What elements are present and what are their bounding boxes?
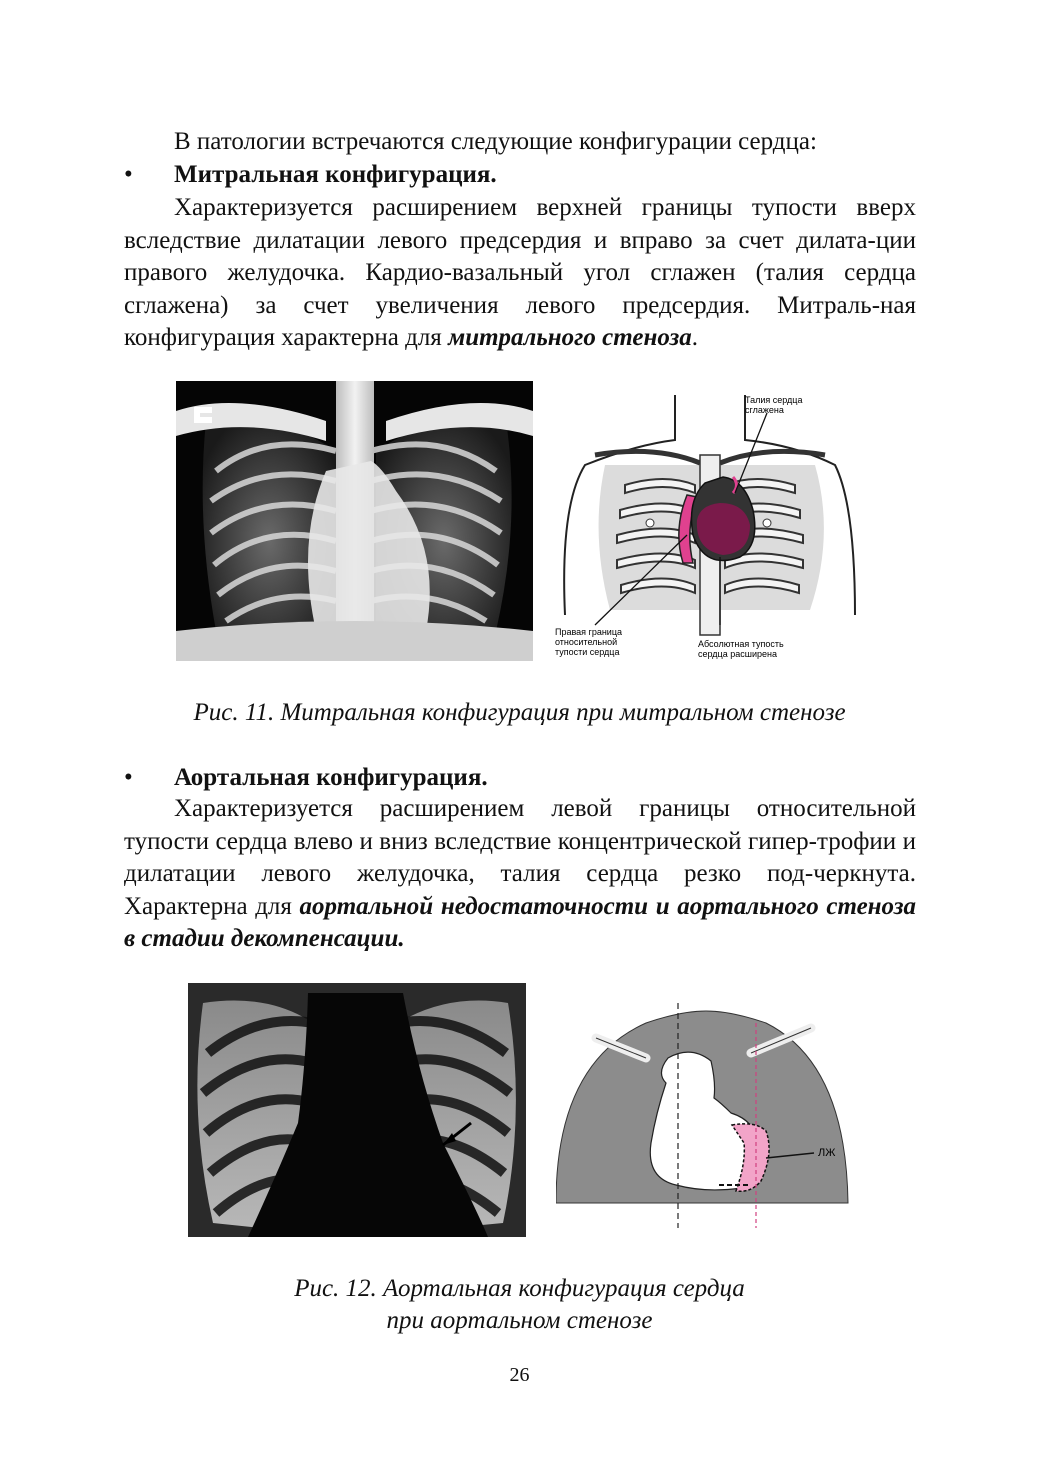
figure-11-caption: Рис. 11. Митральная конфигурация при митральном стенозе: [193, 699, 846, 726]
bullet-marker: •: [124, 161, 133, 188]
aortic-paragraph: [124, 793, 916, 956]
aortic-paragraph-lead: Характеризуется расширением левой границы относительной тупости сердца влево и вниз вследствие концентрической гипер-трофии и дилатации левого желудочка, талия сердца резко под-черкнута. Характерна для: [124, 795, 916, 920]
intro-text: В патологии встречаются следующие конфигурации сердца:: [174, 128, 817, 155]
bullet-marker: •: [124, 764, 133, 791]
figure-12-caption-line2: при аортальном стенозе: [386, 1307, 653, 1334]
aortic-heading: [124, 762, 916, 794]
aortic-paragraph-emphasis: аортальной недостаточности и аортального стеноза в стадии декомпенсации.: [124, 892, 916, 952]
aortic-xray-image: [188, 983, 526, 1237]
mitral-paragraph-lead: Характеризуется расширением верхней границы тупости вверх вследствие дилатации левого предсердия и вправо за счет дилата-ции правого желудочка. Кардио-вазальный угол сглажен (талия сердца сглажена) за счет увеличения левого предсердия. Митраль-ная конфигурация характерна для: [124, 194, 916, 351]
aortic-schematic-diagram: [556, 1003, 856, 1228]
mitral-paragraph-emphasis: митрального стеноза: [448, 324, 692, 351]
mitral-paragraph: [124, 192, 916, 355]
label-heart-waist: Талия сердца сглажена: [745, 395, 803, 415]
mitral-heading-text: Митральная конфигурация.: [174, 161, 497, 188]
figure-12-caption-line1: Рис. 12. Аортальная конфигурация сердца: [294, 1275, 745, 1302]
aortic-heading-text: Аортальная конфигурация.: [174, 764, 488, 791]
label-absolute-dullness: Абсолютная тупость сердца расширена: [698, 639, 784, 659]
mitral-heading: [124, 159, 916, 191]
mitral-schematic-diagram: [555, 385, 865, 670]
page-number: 26: [509, 1364, 530, 1386]
label-left-ventricle: ЛЖ: [818, 1147, 836, 1159]
label-right-border: Правая граница относительной тупости сердца: [555, 627, 622, 657]
mitral-paragraph-tail: .: [691, 324, 699, 351]
mitral-xray-image: [176, 381, 533, 661]
